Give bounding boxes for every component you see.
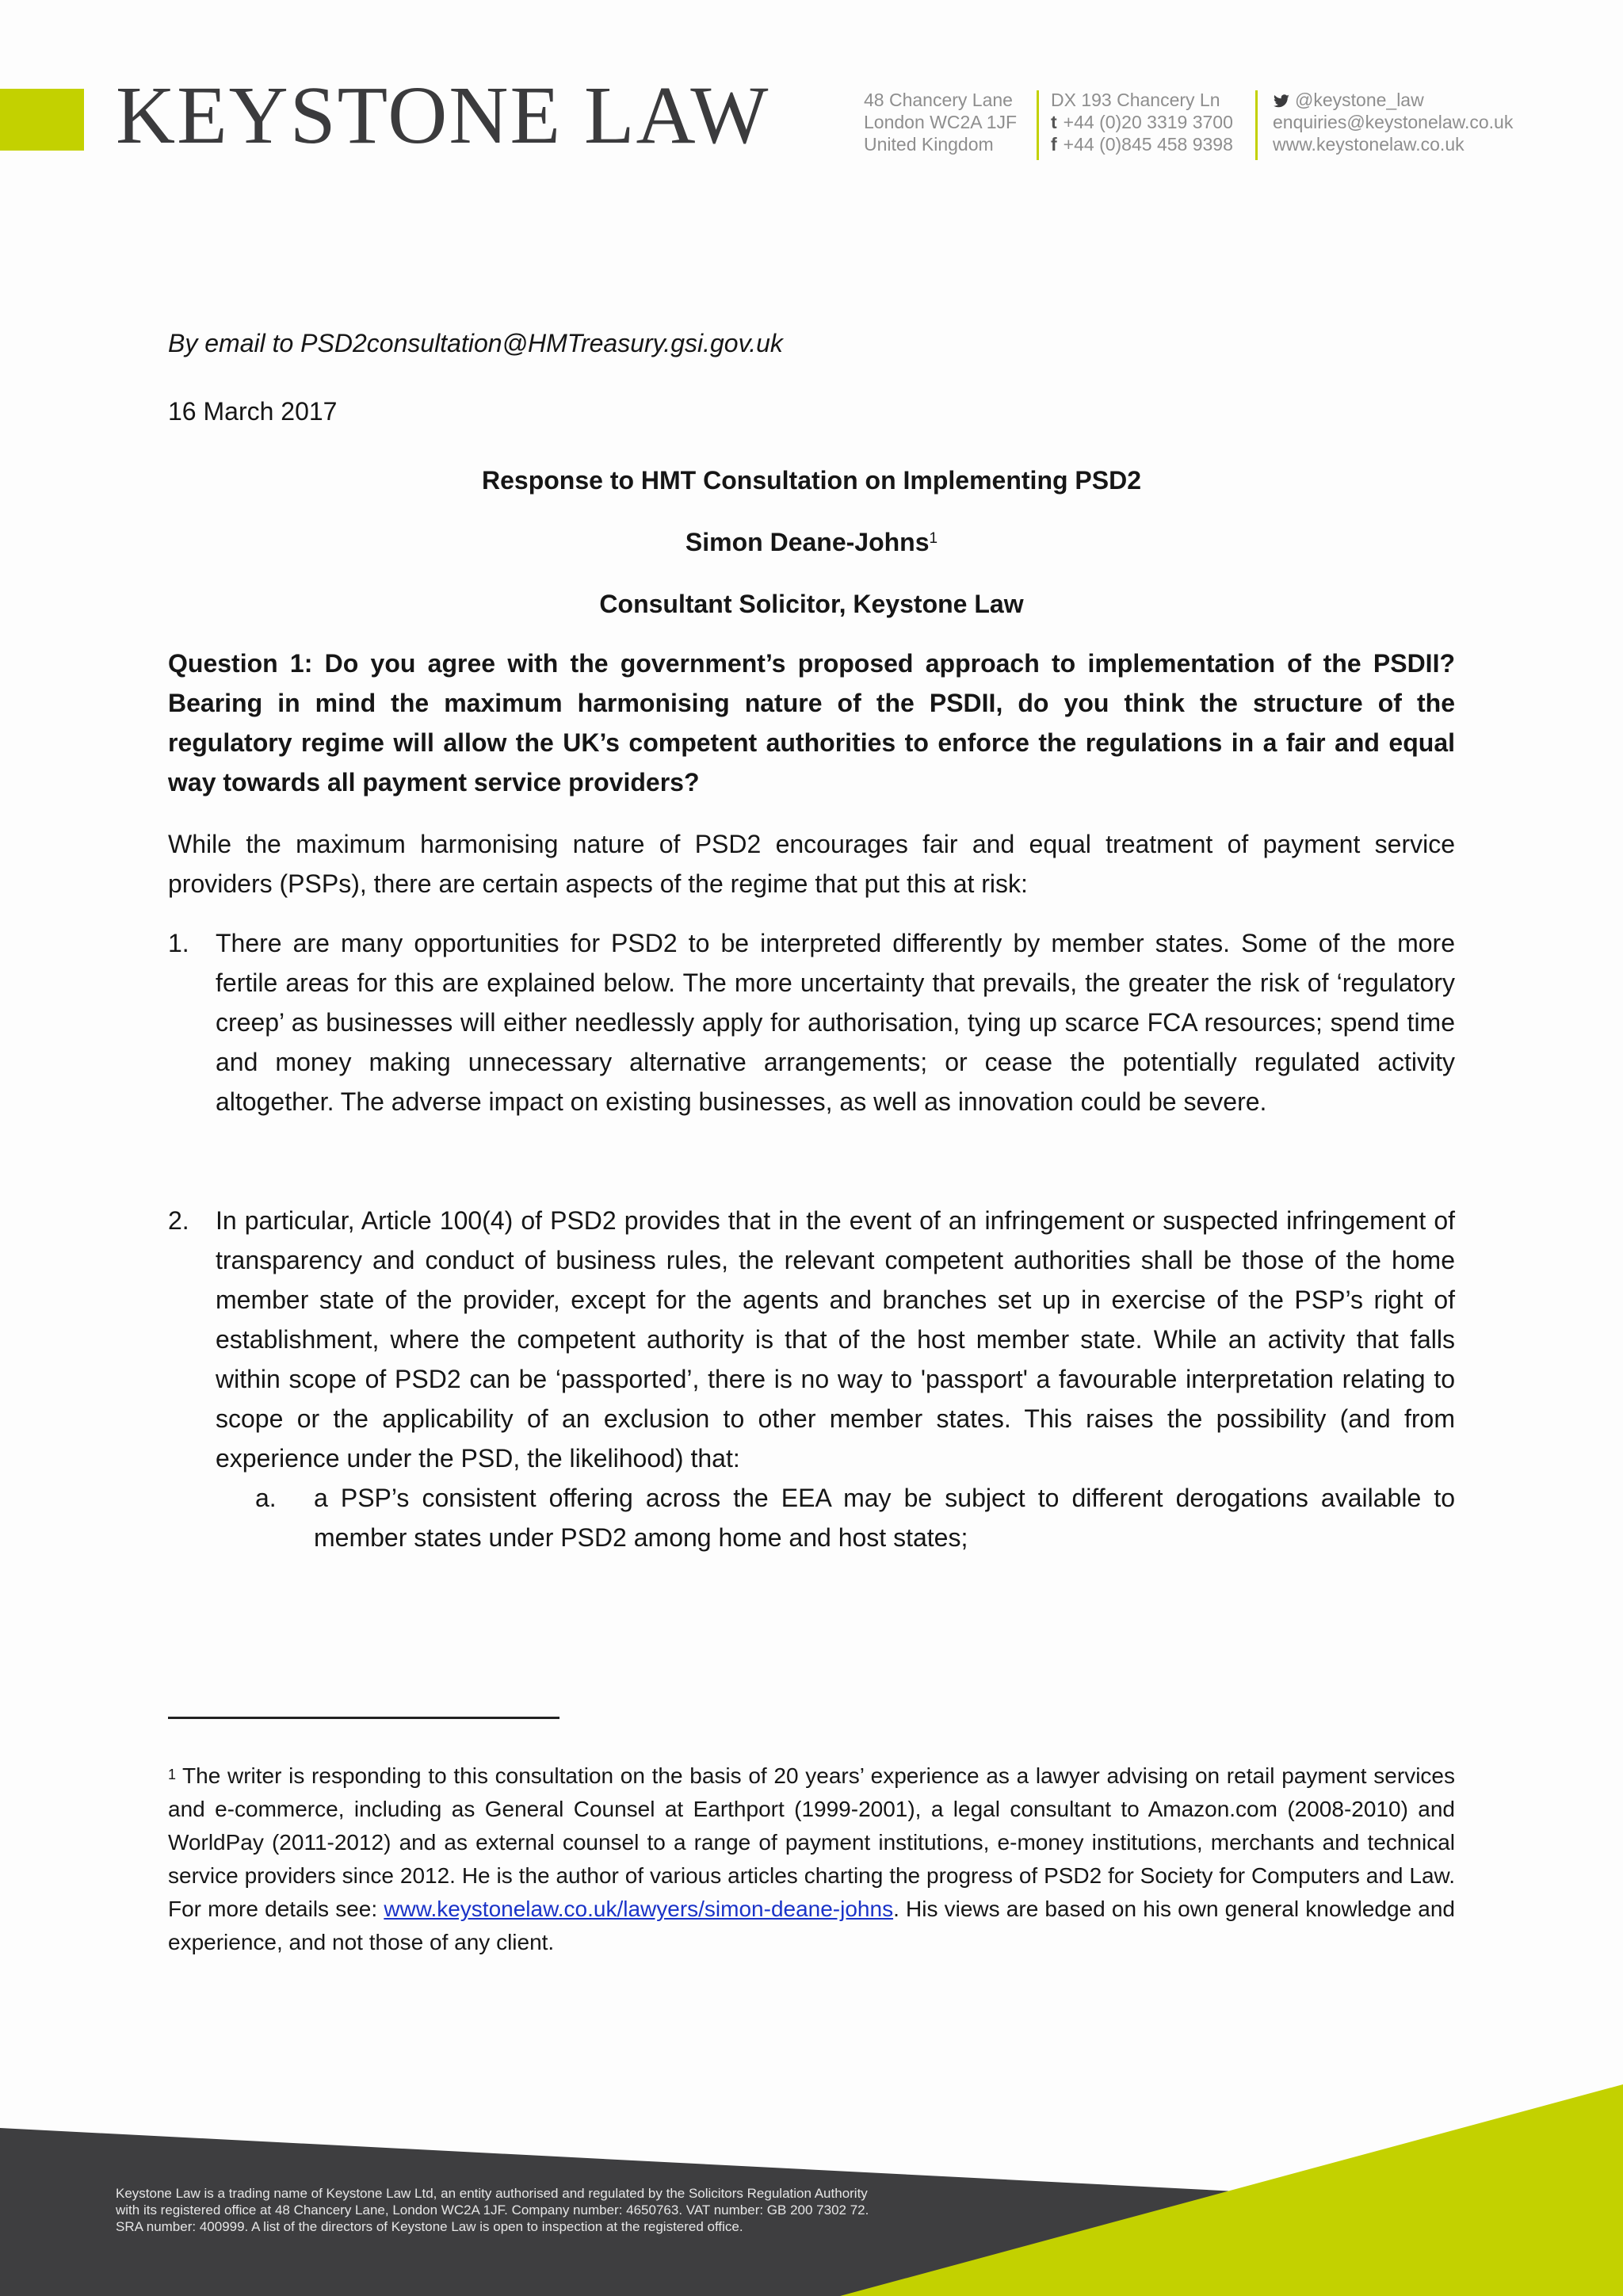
footnote <box>168 1759 1455 1959</box>
list-item-text: There are many opportunities for PSD2 to be interpreted differently by member states. Some of the more fertile areas for this are explained below. The more uncertainty that prevails, the greater the risk of ‘regulatory creep’ as businesses will either needlessly apply for authorisation, tying up scarce FCA resources; spend time and money making unnecessary alternative arrangements; or cease the potentially regulated activity altogether. The adverse impact on existing businesses, as well as innovation could be severe. <box>216 929 1455 1116</box>
sub-list-item-text: a PSP’s consistent offering across the EEA may be subject to different derogations available to member states under PSD2 among home and host states; <box>314 1484 1455 1552</box>
list-item-text: In particular, Article 100(4) of PSD2 provides that in the event of an infringement or suspected infringement of transparency and conduct of business rules, the relevant competent authorities shall be those of the home member state of the provider, except for the agents and branches set up in exercise of the PSP’s right of establishment, where the competent authority is that of the host member state. While an activity that falls within scope of PSD2 can be ‘passported’, there is no way to 'passport' a favourable interpretation relating to scope or the applicability of an exclusion to other member states. This raises the possibility (and from experience under the PSD, the likelihood) that: <box>216 1206 1455 1473</box>
footnote-number: 1 <box>168 1767 177 1782</box>
list-item-number: 1. <box>168 929 189 957</box>
list-item <box>168 923 1455 1121</box>
legal-footer-line: with its registered office at 48 Chancery Lane, London WC2A 1JF. Company number: 4650763. VAT number: GB 200 7302 72. <box>116 2202 869 2218</box>
phone-prefix: t <box>1051 112 1057 132</box>
consultation-question: Question 1: Do you agree with the government’s proposed approach to implementation of the PSDII? Bearing in mind the maximum harmonising nature of the PSDII, do you think the structure of the regulatory regime will allow the UK’s competent authorities to enforce the regulations in a fair and equal way towards all payment service providers? <box>168 649 1455 797</box>
footnote-text-end: . His views are based on his own general knowledge and experience, and not those of any client. <box>168 1897 1456 1954</box>
legal-footer-line: Keystone Law is a trading name of Keystone Law Ltd, an entity authorised and regulated by the Solicitors Regulation Authority <box>116 2186 868 2201</box>
brand-accent-block <box>0 89 84 151</box>
website-link[interactable]: www.keystonelaw.co.uk <box>1273 134 1465 155</box>
fax-prefix: f <box>1051 134 1057 155</box>
footnote-text: The writer is responding to this consultation on the basis of 20 years’ experience as a lawyer advising on retail payment services and e-commerce, including as General Counsel at Earthport (1999-2001), a legal consultant to Amazon.com (2008-2010) and WorldPay (2011-2012) and as external counsel to a range of payment institutions, e-money institutions, merchants and technical service providers since 2012. He is the author of various articles charting the progress of PSD2 for Society for Computers and Law. For more details see: <box>168 1763 1455 1921</box>
author-name: Simon Deane-Johns <box>685 528 930 556</box>
document-title: Response to HMT Consultation on Implementing PSD2 <box>481 466 1142 495</box>
twitter-handle[interactable]: @keystone_law <box>1295 90 1424 110</box>
dx-number: DX 193 Chancery Ln <box>1051 90 1220 110</box>
letter-date: 16 March 2017 <box>168 397 338 426</box>
legal-footer-line: SRA number: 400999. A list of the directors of Keystone Law is open to inspection at the registered office. <box>116 2219 743 2234</box>
profile-link[interactable]: www.keystonelaw.co.uk/lawyers/simon-deane-johns <box>384 1897 894 1921</box>
intro-paragraph: While the maximum harmonising nature of PSD2 encourages fair and equal treatment of payment service providers (PSPs), there are certain aspects of the regime that put this at risk: <box>168 830 1455 898</box>
footnote-reference[interactable]: 1 <box>929 530 938 547</box>
phone-number: +44 (0)20 3319 3700 <box>1063 112 1233 132</box>
keystone-law-logo: KEYSTONE LAW <box>116 70 770 161</box>
fax-number: +44 (0)845 458 9398 <box>1063 134 1233 155</box>
twitter-bird-icon <box>1273 94 1290 109</box>
contact-email[interactable]: enquiries@keystonelaw.co.uk <box>1273 112 1514 132</box>
list-item <box>168 1201 1455 1478</box>
footnote-separator <box>168 1717 559 1719</box>
author-line <box>168 522 1455 562</box>
sub-list-item <box>255 1478 1455 1557</box>
list-item-number: 2. <box>168 1206 189 1235</box>
address-line: London WC2A 1JF <box>864 112 1018 132</box>
contact-divider <box>1255 90 1258 160</box>
address-line: 48 Chancery Lane <box>864 90 1013 110</box>
online-contacts <box>1273 89 1513 155</box>
legal-footer <box>116 2185 987 2235</box>
sub-list-item-letter: a. <box>255 1484 277 1512</box>
phone-details <box>1051 89 1233 155</box>
author-role: Consultant Solicitor, Keystone Law <box>599 590 1024 618</box>
address-divider <box>1037 90 1039 160</box>
recipient-email-line: By email to PSD2consultation@HMTreasury.gsi.gov.uk <box>168 329 783 357</box>
postal-address <box>864 89 1017 155</box>
address-line: United Kingdom <box>864 134 994 155</box>
